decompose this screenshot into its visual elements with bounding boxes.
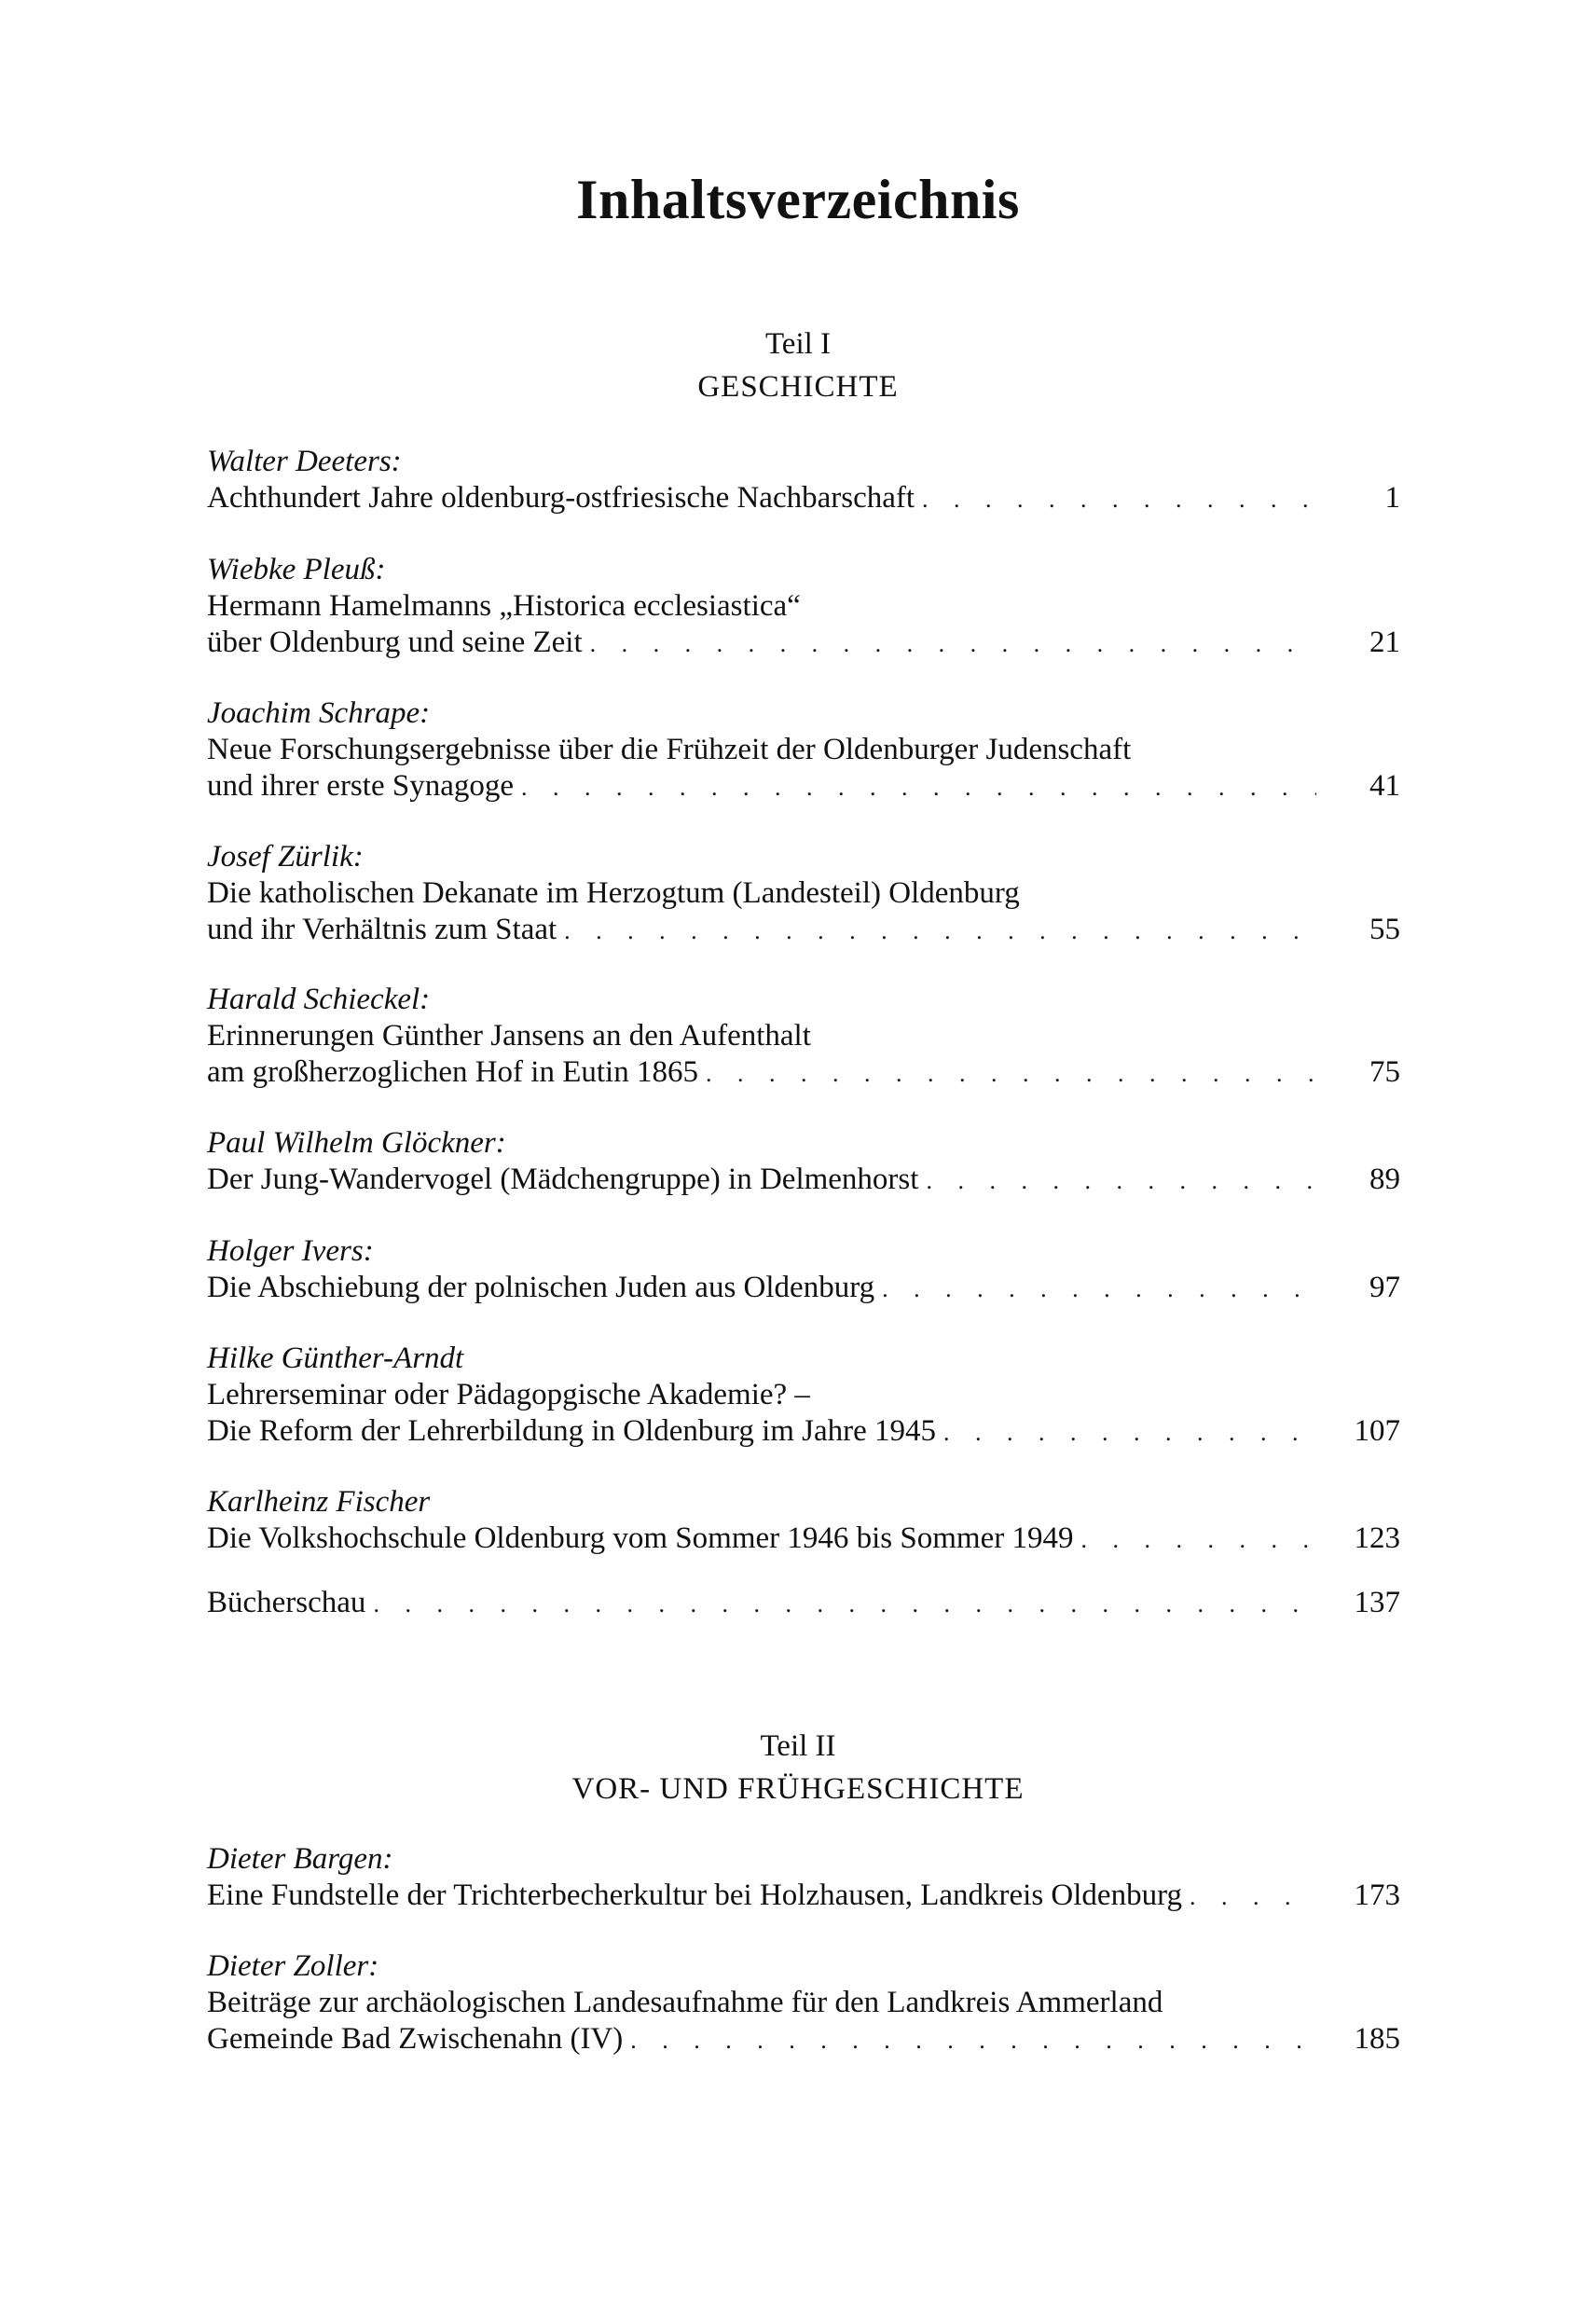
entry-title-line — [207, 1162, 1400, 1198]
entry-title-line — [207, 625, 1400, 661]
toc-entry-schrape[interactable] — [207, 695, 1400, 805]
entry-page-number: 107 — [1354, 1414, 1400, 1448]
leader-dots — [373, 1586, 1316, 1622]
entry-title-line — [207, 1585, 1400, 1621]
entry-title: Bücherschau — [207, 1586, 366, 1619]
toc-entry-schieckel[interactable] — [207, 982, 1400, 1091]
entry-page-number: 1 — [1384, 481, 1400, 515]
entry-title-line — [207, 1413, 1400, 1450]
toc-entry-buecherschau[interactable] — [207, 1585, 1400, 1621]
leader-dots — [630, 2022, 1316, 2058]
toc-entry-bargen[interactable] — [207, 1841, 1400, 1914]
entry-title-line — [207, 1878, 1400, 1914]
entry-author: Wiebke Pleuß: — [207, 553, 386, 586]
leader-dots — [882, 1271, 1316, 1307]
entry-page-number: 55 — [1369, 913, 1400, 946]
entry-page-number: 41 — [1369, 769, 1400, 803]
toc-entry-gloeckner[interactable] — [207, 1125, 1400, 1198]
entry-author: Josef Zürlik: — [207, 840, 364, 874]
entry-author: Joachim Schrape: — [207, 696, 431, 730]
entry-author: Walter Deeters: — [207, 445, 402, 478]
leader-dots — [521, 769, 1316, 805]
leader-dots — [1190, 1878, 1316, 1915]
entry-title: und ihr Verhältnis zum Staat — [207, 913, 557, 946]
entry-title: Die Reform der Lehrerbildung in Oldenburg im Jahre 1945 — [207, 1414, 937, 1448]
entry-page-number: 97 — [1369, 1271, 1400, 1304]
entry-title: am großherzoglichen Hof in Eutin 1865 — [207, 1055, 698, 1089]
entry-page-number: 21 — [1369, 626, 1400, 659]
entry-title: Hermann Hamelmanns „Historica ecclesiastica“ — [207, 589, 801, 623]
entry-author: Holger Ivers: — [207, 1234, 374, 1268]
entry-title: Lehrerseminar oder Pädagopgische Akademie? – — [207, 1378, 810, 1411]
page-title: Inhaltsverzeichnis — [576, 169, 1020, 230]
leader-dots — [926, 1163, 1316, 1199]
entry-author: Dieter Bargen: — [207, 1842, 393, 1876]
entry-title-line — [207, 480, 1400, 516]
toc-entry-zoller[interactable] — [207, 1948, 1400, 2057]
entry-title: Neue Forschungsergebnisse über die Frühzeit der Oldenburger Judenschaft — [207, 733, 1132, 766]
entry-title: Achthundert Jahre oldenburg-ostfriesische Nachbarschaft — [207, 481, 915, 515]
entry-title: Die Volkshochschule Oldenburg vom Sommer 1946 bis Sommer 1949 — [207, 1521, 1074, 1555]
leader-dots — [590, 626, 1316, 662]
toc-entry-zuerlik[interactable] — [207, 839, 1400, 948]
entry-title: und ihrer erste Synagoge — [207, 769, 514, 803]
entry-author: Harald Schieckel: — [207, 983, 431, 1016]
part-1-name: GESCHICHTE — [697, 370, 899, 404]
entry-author: Paul Wilhelm Glöckner: — [207, 1126, 506, 1160]
entry-title: Die Abschiebung der polnischen Juden aus Oldenburg — [207, 1271, 875, 1304]
leader-dots — [564, 913, 1316, 949]
entry-page-number: 75 — [1369, 1055, 1400, 1089]
leader-dots — [943, 1414, 1316, 1451]
part-1-heading — [0, 323, 1596, 408]
entry-title: Eine Fundstelle der Trichterbecherkultur bei Holzhausen, Landkreis Oldenburg — [207, 1878, 1182, 1912]
leader-dots — [922, 481, 1316, 517]
entry-page-number: 137 — [1354, 1586, 1400, 1619]
entry-author: Dieter Zoller: — [207, 1949, 379, 1983]
entry-page-number: 123 — [1354, 1521, 1400, 1555]
entry-page-number: 89 — [1369, 1163, 1400, 1196]
toc-entry-deeters[interactable] — [207, 444, 1400, 516]
entry-page-number: 173 — [1354, 1878, 1400, 1912]
entry-author: Karlheinz Fischer — [207, 1485, 431, 1519]
toc-entry-ivers[interactable] — [207, 1233, 1400, 1306]
entry-title-line — [207, 912, 1400, 948]
entry-page-number: 185 — [1354, 2022, 1400, 2056]
part-1-label: Teil I — [764, 327, 832, 361]
entry-title: Die katholischen Dekanate im Herzogtum (Landesteil) Oldenburg — [207, 876, 1020, 910]
leader-dots — [1080, 1521, 1316, 1558]
toc-entry-guenther-arndt[interactable] — [207, 1341, 1400, 1450]
entry-title: Der Jung-Wandervogel (Mädchengruppe) in Delmenhorst — [207, 1163, 919, 1196]
part-2-name: VOR- UND FRÜHGESCHICHTE — [571, 1772, 1025, 1806]
toc-entry-pleuss[interactable] — [207, 552, 1400, 661]
part-2-heading — [0, 1725, 1596, 1810]
entry-title-line — [207, 1521, 1400, 1557]
entry-title: Gemeinde Bad Zwischenahn (IV) — [207, 2022, 624, 2056]
entry-title: über Oldenburg und seine Zeit — [207, 626, 583, 659]
entry-title-line — [207, 2021, 1400, 2057]
entry-title: Erinnerungen Günther Jansens an den Aufenthalt — [207, 1019, 811, 1053]
part-2-label: Teil II — [760, 1729, 836, 1763]
entry-title: Beiträge zur archäologischen Landesaufnahme für den Landkreis Ammerland — [207, 1986, 1163, 2019]
entry-author: Hilke Günther-Arndt — [207, 1342, 464, 1375]
leader-dots — [706, 1055, 1316, 1092]
entry-title-line — [207, 768, 1400, 805]
toc-entry-fischer[interactable] — [207, 1484, 1400, 1557]
entry-title-line — [207, 1054, 1400, 1091]
entry-title-line — [207, 1270, 1400, 1306]
